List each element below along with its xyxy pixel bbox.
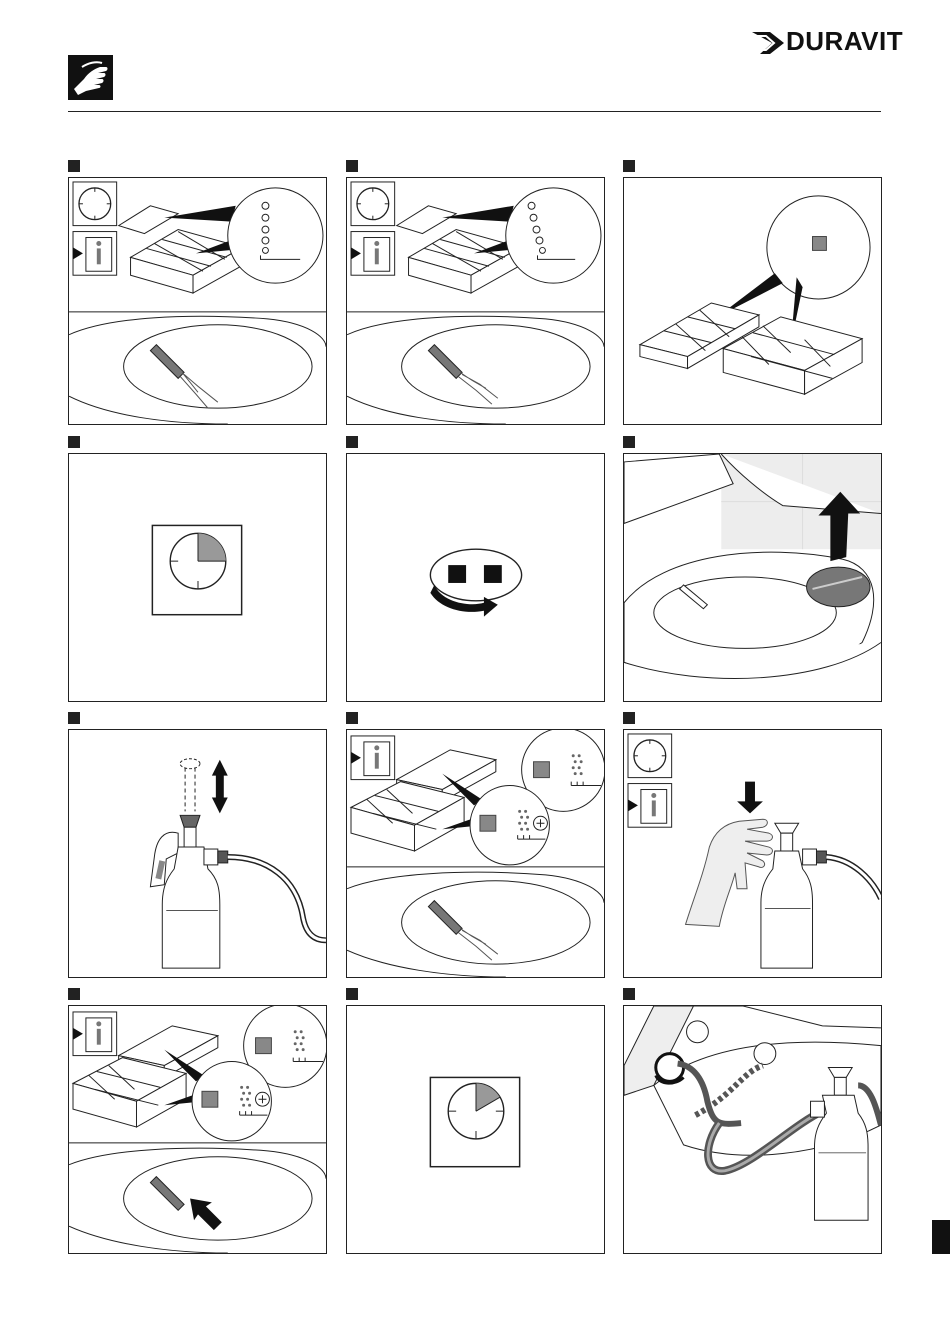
step-marker-12 xyxy=(623,988,635,1000)
callout-2 xyxy=(754,1043,776,1065)
arrow-down-icon xyxy=(737,782,763,814)
step-8-panel xyxy=(346,729,605,978)
step-marker-4 xyxy=(68,436,80,448)
info-icon xyxy=(351,736,395,780)
step-marker-9 xyxy=(623,712,635,724)
hand xyxy=(686,819,773,926)
header-divider xyxy=(68,111,881,112)
step-7-panel xyxy=(68,729,327,978)
led-indicator-callout xyxy=(228,188,323,283)
brand-wordmark: DURAVIT xyxy=(786,26,904,56)
hand-cleaning-icon xyxy=(68,55,113,100)
pump-arrow-icon xyxy=(212,760,228,814)
button-plus-callout xyxy=(192,1062,271,1141)
pump-sprayer xyxy=(150,759,326,968)
square-button-callout xyxy=(767,196,870,299)
step-3-panel xyxy=(623,177,882,425)
cap-cover xyxy=(807,567,870,607)
clock-quarter-icon xyxy=(152,525,241,614)
step-marker-1 xyxy=(68,160,80,172)
control-panel xyxy=(640,303,862,394)
step-4-panel xyxy=(68,453,327,702)
info-icon xyxy=(73,232,117,276)
toilet-seat-nozzle xyxy=(69,316,326,424)
step-marker-8 xyxy=(346,712,358,724)
step-12-panel xyxy=(623,1005,882,1254)
step-marker-6 xyxy=(623,436,635,448)
clock-icon xyxy=(351,182,395,226)
clock-icon xyxy=(73,182,117,226)
step-marker-2 xyxy=(346,160,358,172)
step-11-panel xyxy=(346,1005,605,1254)
step-marker-10 xyxy=(68,988,80,1000)
step-marker-5 xyxy=(346,436,358,448)
step-1-panel xyxy=(68,177,327,425)
toilet-seat-nozzle xyxy=(347,872,604,977)
info-icon xyxy=(73,1012,117,1056)
step-marker-7 xyxy=(68,712,80,724)
pump-sprayer xyxy=(761,823,881,968)
callout-1 xyxy=(687,1021,709,1043)
info-icon xyxy=(628,784,672,828)
info-icon xyxy=(351,232,395,276)
button-plus-callout xyxy=(470,786,549,865)
step-5-panel xyxy=(346,453,605,702)
toilet-seat-nozzle xyxy=(347,316,604,424)
clock-icon xyxy=(628,734,672,778)
step-10-panel xyxy=(68,1005,327,1254)
rotate-arrow-icon xyxy=(430,549,521,616)
clock-icon xyxy=(430,1077,519,1166)
step-9-panel xyxy=(623,729,882,978)
page-edge-tab xyxy=(932,1220,950,1254)
step-marker-3 xyxy=(623,160,635,172)
step-2-panel xyxy=(346,177,605,425)
step-marker-11 xyxy=(346,988,358,1000)
step-6-panel xyxy=(623,453,882,702)
led-indicator-callout xyxy=(506,188,601,283)
